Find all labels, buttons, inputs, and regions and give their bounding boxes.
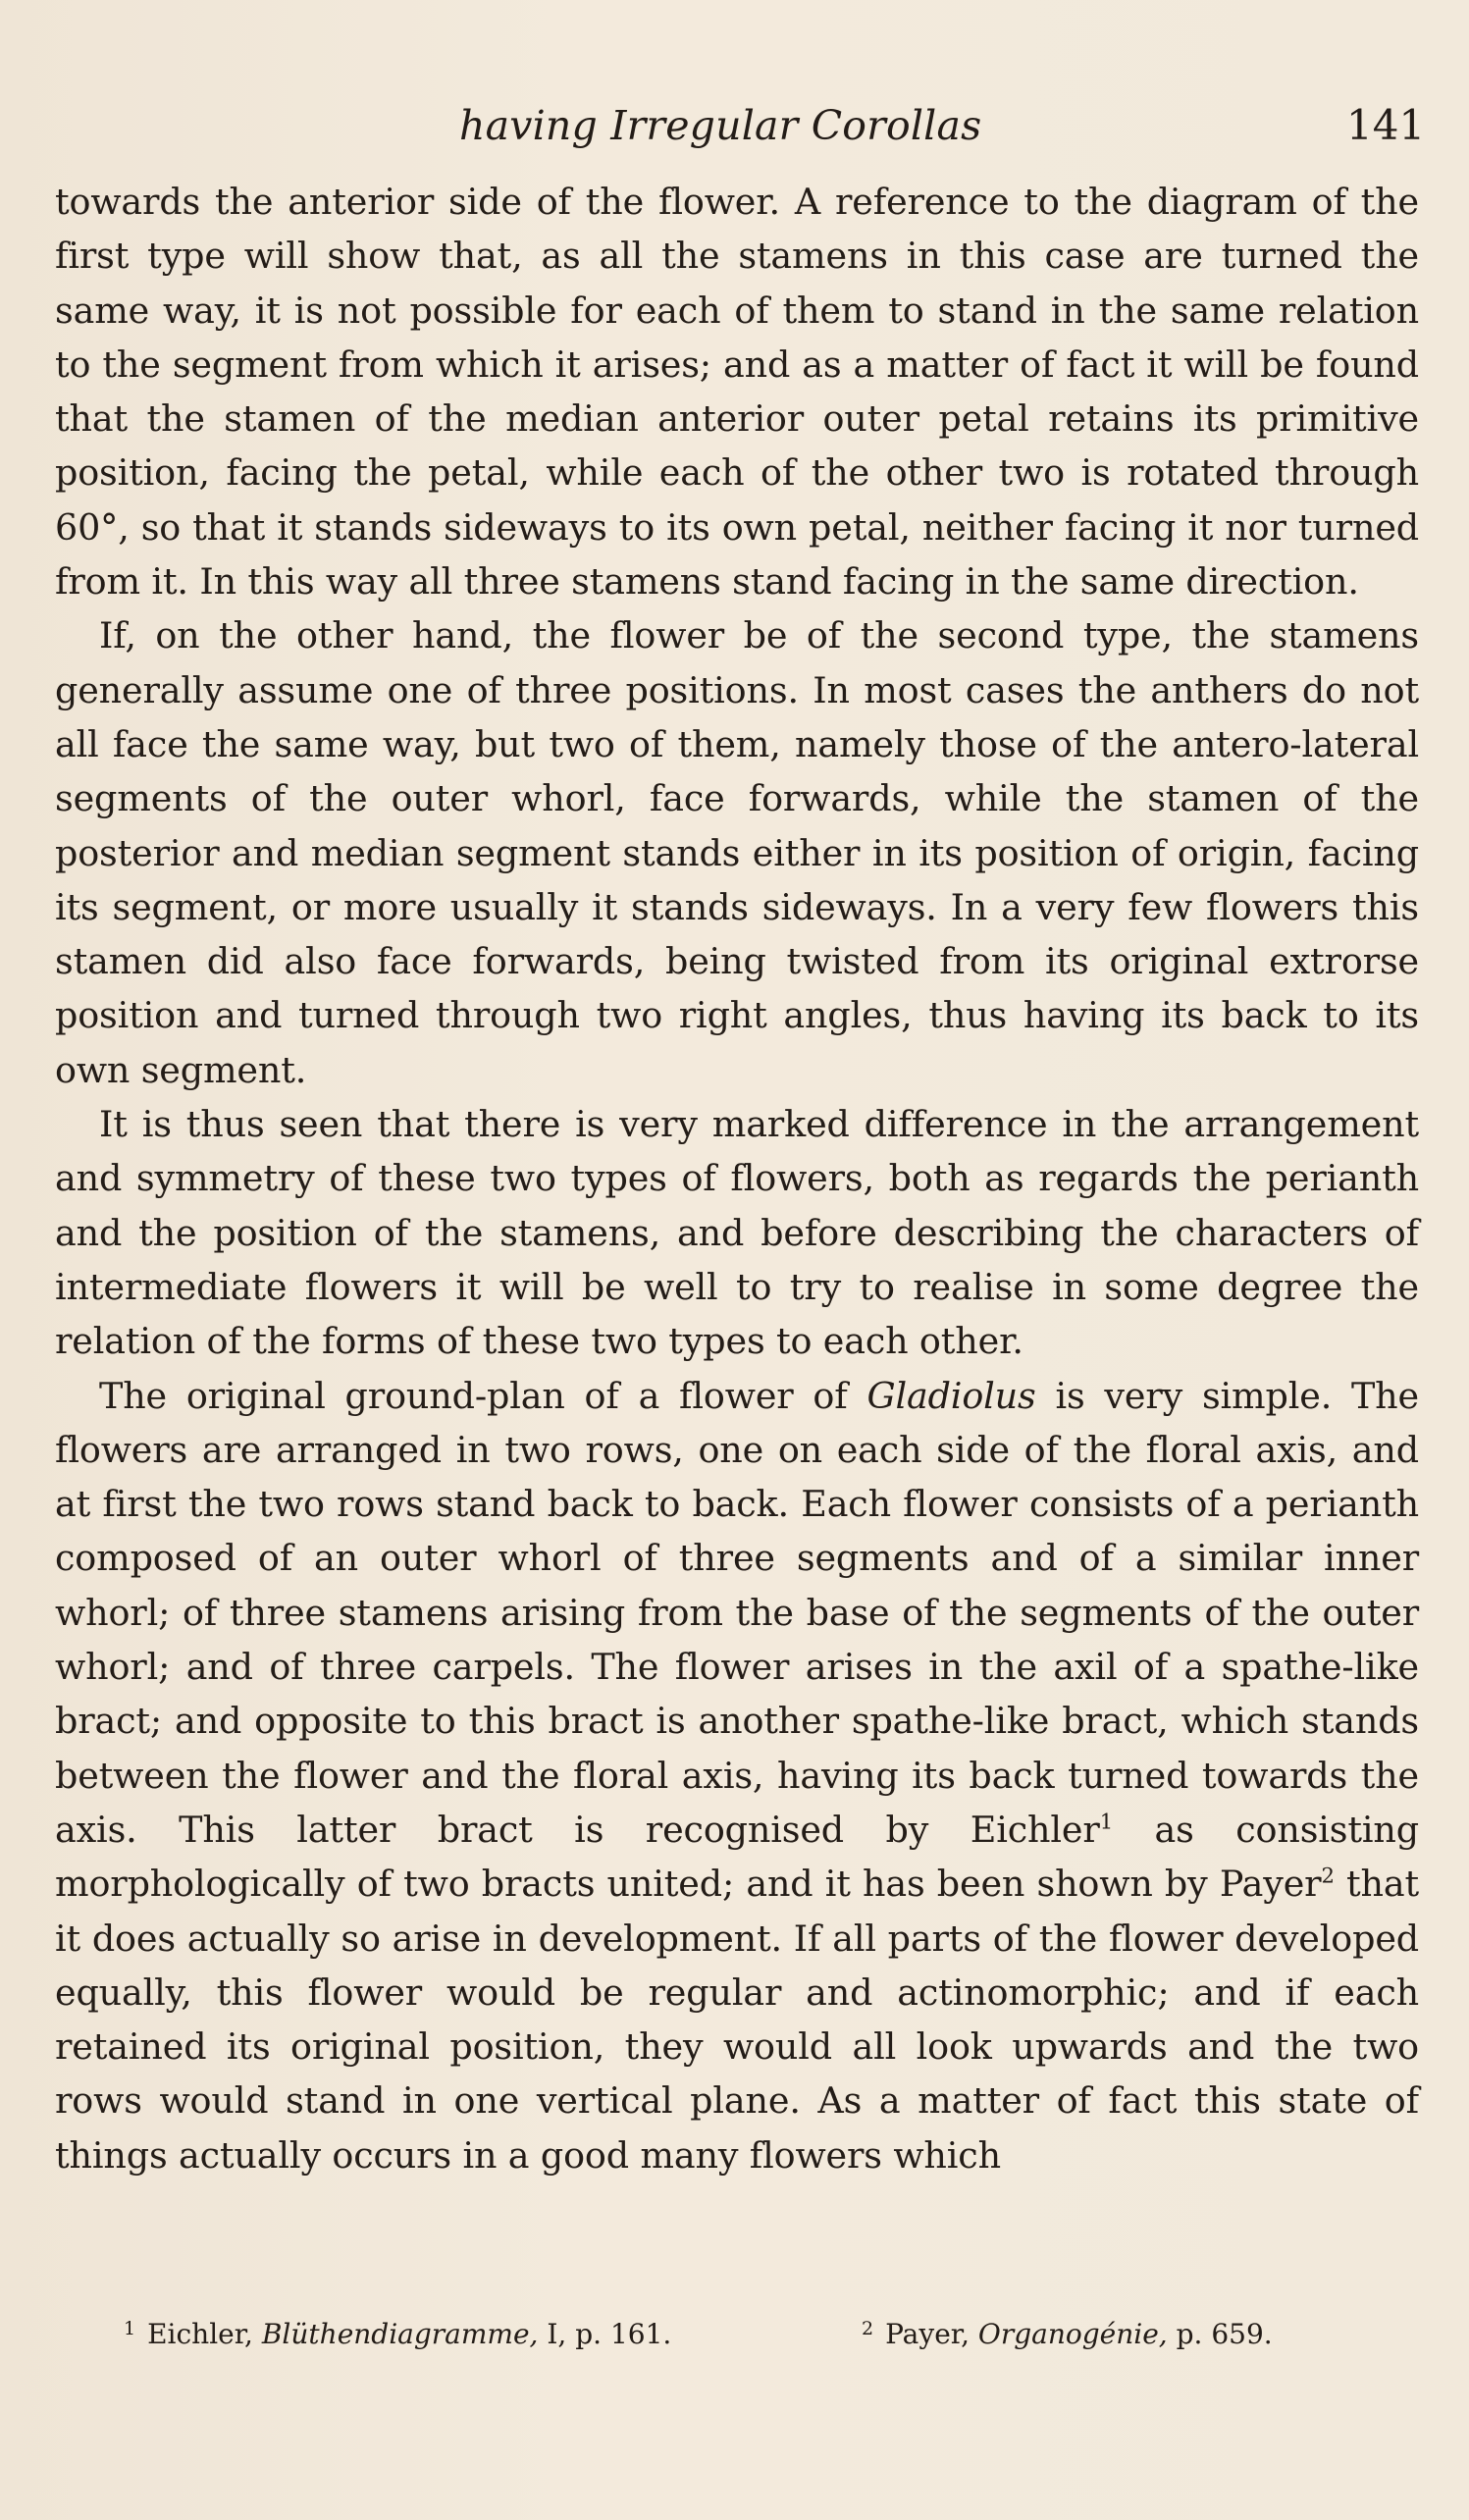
running-title: having Irregular Corollas [459,102,982,149]
footnote-1 [124,2306,671,2357]
paragraph [55,608,1419,1097]
body-text [55,175,1419,2182]
footnote-1-author: Eichler, [147,2318,253,2350]
footnote-2-ref: p. 659. [1176,2318,1273,2350]
paragraph-text: towards the anterior side of the flower. A reference to the diagram of the first type will show that, as all the stamens in this case are turned the same way, it is not possible for each of them to stand in the same relation to the segment from which it arises; and as a matter of fact it will be found that the stamen of the median anterior outer petal retains its primitive position, facing the petal, while each of the other two is rotated through 60°, so that it stands sideways to its own petal, neither facing it nor turned from it. In this way all three stamens stand facing in the same direction. [55,181,1419,604]
running-head [0,96,1469,165]
italic-term: Gladiolus [866,1374,1036,1417]
footnote-1-ref: I, p. 161. [547,2318,672,2350]
paragraph-text: It is thus seen that there is very marked difference in the arrangement and symmetry of these two types of flowers, both as regards the perianth and the position of the stamens, and before describing the characters of intermediate flowers it will be well to try to realise in some degree the relation of the forms of these two types to each other. [55,1103,1419,1363]
paragraph-text: The original ground-plan of a flower of [99,1374,867,1417]
footnote-2-work: Organogénie, [977,2318,1168,2350]
footnote-2-author: Payer, [885,2318,970,2350]
page-number: 141 [1346,101,1426,149]
paragraph [55,1369,1419,2182]
footnote-1-mark: 1 [124,2318,136,2339]
footnote-2 [862,2306,1273,2357]
paragraph [55,175,1419,608]
footnote-1-work: Blüthendiagramme, [261,2318,539,2350]
paragraph [55,1097,1419,1368]
paragraph-text: as consisting morphologically of two bracts united; and it has been shown by Payer [55,1808,1420,1906]
paragraph-text: If, on the other hand, the flower be of the second type, the stamens generally assume one of three positions. In most cases the anthers do not all face the same way, but two of them, namely those of the antero-lateral segments of the outer whorl, face forwards, while the stamen of the posterior and median segment stands either in its position of origin, facing its segment, or more usually it stands sideways. In a very few flowers this stamen did also face forwards, being twisted from its original extrorse position and turned through two right angles, thus having its back to its own segment. [55,614,1419,1091]
footnotes [0,2306,1469,2355]
paragraph-text: that it does actually so arise in development. If all parts of the flower developed equally, this flower would be regular and actinomorphic; and if each retained its original position, they would all look upwards and the two rows would stand in one vertical plane. As a matter of fact this state of things actually occurs in a good many flowers which [55,1863,1419,2177]
footnote-2-mark: 2 [862,2318,874,2339]
footnote-reference: 2 [1321,1863,1335,1888]
footnote-reference: 1 [1099,1809,1113,1834]
paragraph-text: is very simple. The flowers are arranged in two rows, one on each side of the floral axis, and at first the two rows stand back to back. Each flower consists of a perianth composed of an outer whorl of three segments and of a similar inner whorl; of three stamens arising from the base of the segments of the outer whorl; and of three carpels. The flower arises in the axil of a spathe-like bract; and opposite to this bract is another spathe-like bract, which stands between the flower and the floral axis, having its back turned towards the axis. This latter bract is recognised by Eichler [55,1374,1419,1851]
